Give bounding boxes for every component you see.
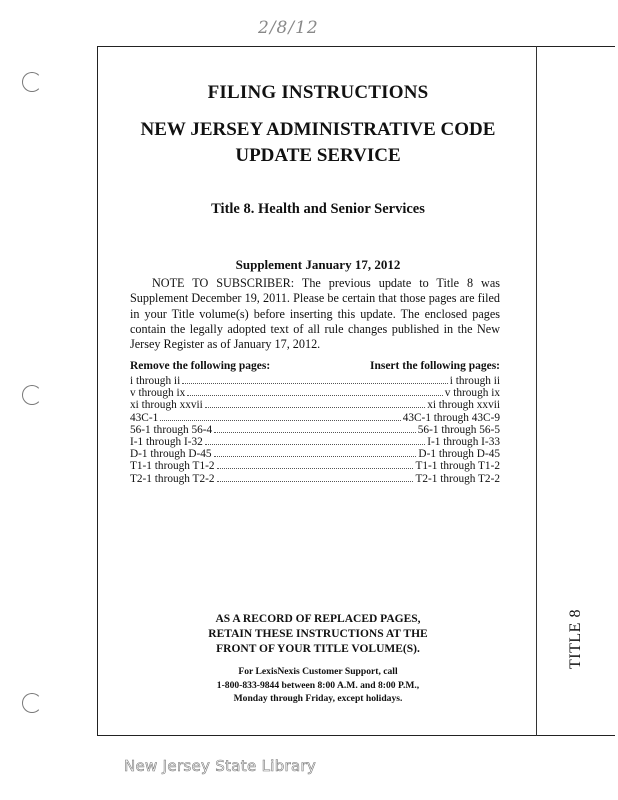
insert-header: Insert the following pages:	[369, 360, 500, 372]
frame-bottom-border	[97, 735, 615, 736]
document-heading	[100, 117, 536, 169]
frame-left-border	[97, 46, 98, 736]
support-line-2: 1-800-833-9844 between 8:00 A.M. and 8:00 P.M.,	[216, 679, 420, 691]
dot-leader	[217, 473, 414, 482]
binder-hole-icon	[22, 72, 42, 92]
insert-pages: 43C-1 through 43C-9	[402, 411, 500, 424]
tab-divider-line	[536, 46, 537, 736]
pages-table-rows	[130, 375, 500, 485]
remove-pages: 43C-1	[130, 411, 159, 424]
heading-line-2: UPDATE SERVICE	[235, 145, 401, 166]
title-tab-label: TITLE 8	[566, 609, 584, 669]
frame-top-border	[97, 46, 615, 47]
insert-pages: v through ix	[444, 387, 500, 400]
remove-pages: I-1 through I-32	[130, 435, 203, 448]
insert-pages: D-1 through D-45	[418, 448, 500, 461]
dot-leader	[187, 387, 443, 396]
record-line-3: FRONT OF YOUR TITLE VOLUME(S).	[216, 643, 420, 655]
insert-pages: T2-1 through T2-2	[415, 472, 500, 485]
insert-pages: T1-1 through T1-2	[415, 460, 500, 473]
table-row	[130, 424, 500, 436]
table-row	[130, 436, 500, 448]
supplement-date: Supplement January 17, 2012	[235, 257, 401, 272]
dot-leader	[205, 436, 425, 445]
insert-pages: i through ii	[449, 375, 500, 387]
remove-pages: T1-1 through T1-2	[130, 460, 215, 473]
subscriber-note: NOTE TO SUBSCRIBER: The previous update to Title 8 was Supplement December 19, 2011. Please be certain that those pages are filed in your Title volume(s) before inserting this update. The enclosed pages contain the legally adopted text of all rule changes published in the New Jersey Register as of January 17, 2012.	[130, 276, 500, 352]
remove-pages: i through ii	[130, 375, 181, 387]
dot-leader	[205, 399, 425, 408]
table-row	[130, 375, 500, 387]
customer-support-info	[100, 665, 536, 706]
title-subtitle: Title 8. Health and Senior Services	[211, 201, 425, 217]
support-line-3: Monday through Friday, except holidays.	[233, 693, 403, 704]
record-line-1: AS A RECORD OF REPLACED PAGES,	[215, 613, 421, 625]
dot-leader	[160, 412, 400, 421]
table-row	[130, 399, 500, 411]
remove-pages: T2-1 through T2-2	[130, 472, 215, 485]
table-row	[130, 460, 500, 472]
table-row	[130, 412, 500, 424]
library-stamp: New Jersey State Library	[124, 757, 317, 775]
record-line-2: RETAIN THESE INSTRUCTIONS AT THE	[208, 628, 428, 640]
pages-table	[130, 360, 500, 485]
dot-leader	[217, 460, 414, 469]
remove-header: Remove the following pages:	[130, 360, 271, 372]
remove-pages: v through ix	[130, 387, 186, 400]
dot-leader	[214, 448, 417, 457]
insert-pages: 56-1 through 56-5	[417, 423, 500, 436]
heading-line-1: NEW JERSEY ADMINISTRATIVE CODE	[140, 119, 496, 140]
insert-pages: I-1 through I-33	[427, 435, 500, 448]
document-title: FILING INSTRUCTIONS	[207, 82, 429, 103]
remove-pages: xi through xxvii	[130, 399, 203, 412]
remove-pages: 56-1 through 56-4	[130, 423, 213, 436]
table-row	[130, 387, 500, 399]
pages-table-header	[130, 360, 500, 375]
table-row	[130, 473, 500, 485]
binder-hole-icon	[22, 385, 42, 405]
record-notice	[100, 612, 536, 657]
handwritten-date: 2/8/12	[258, 18, 319, 38]
binder-hole-icon	[22, 693, 42, 713]
dot-leader	[182, 375, 448, 384]
support-line-1: For LexisNexis Customer Support, call	[238, 666, 398, 677]
insert-pages: xi through xxvii	[427, 399, 500, 412]
remove-pages: D-1 through D-45	[130, 448, 212, 461]
table-row	[130, 448, 500, 460]
title-tab	[538, 604, 614, 674]
dot-leader	[214, 424, 416, 433]
